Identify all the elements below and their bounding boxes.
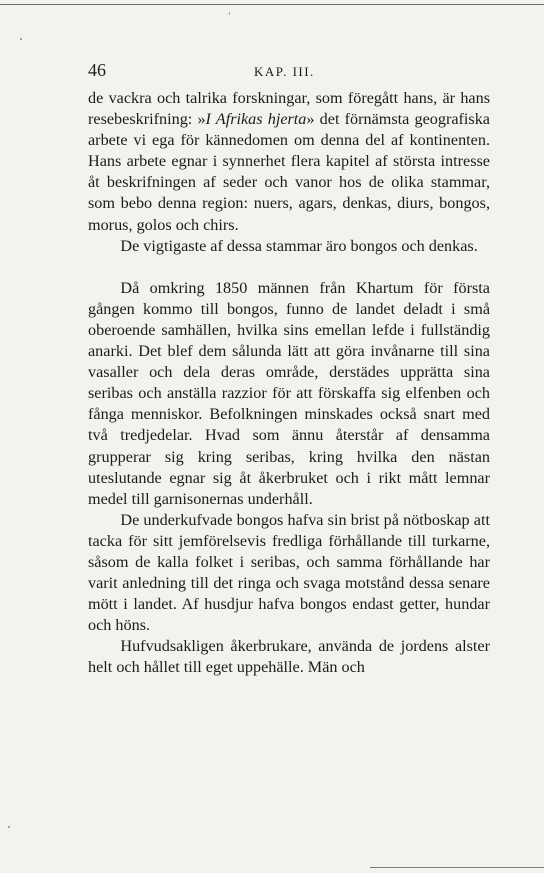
body-text	[88, 88, 490, 679]
paragraph-1-text-continued: » det förnämsta geografiska arbete vi ega för kännedomen om denna del af kontinenten. Hans arbete egnar i synnerhet flera kapitel af största intresse åt beskrifningen af seder och vanor hos de olika stammar, som bebo denna region: nuers, agars, denkas, diurs, bongos, morus, golos och chirs.	[88, 110, 490, 234]
paragraph-2	[88, 236, 490, 257]
print-speck	[20, 38, 22, 40]
page-edge-bottom	[370, 867, 544, 868]
paragraph-5-text: Hufvudsakligen åkerbrukare, använda de jordens alster helt och hållet till eget uppehälle. Män och	[88, 637, 490, 677]
page-header	[88, 60, 490, 84]
paragraph-4-text: De underkufvade bongos hafva sin brist på nötboskap att tacka för sitt jemförelsevis fredliga förhållande till turkarne, såsom de kalla folket i seribas, och samma förhållande har varit anledning till det ringa och svaga motstånd dessa senare mött i landet. Af husdjur hafva bongos endast getter, hundar och höns.	[88, 510, 490, 635]
paragraph-2-text: De vigtigaste af dessa stammar äro bongos och denkas.	[120, 236, 478, 255]
print-speck	[8, 826, 10, 828]
paragraph-1	[88, 88, 490, 236]
paragraph-5	[88, 636, 490, 678]
running-head: KAP. III.	[254, 64, 315, 79]
paragraph-4	[88, 510, 490, 637]
paragraph-1-text: de vackra och talrika forskningar, som föregått hans, är hans resebeskrifning: »	[88, 89, 490, 129]
paragraph-3-text: Då omkring 1850 männen från Khartum för första gången kommo till bongos, funno de landet deladt i små oberoende samhällen, hvilka sins emellan lefde i fullständig anarki. Det blef dem sålunda lätt att göra invånarne till sina vasaller och dela deras område, derstädes upprätta sina seribas och anställa razzior för att förskaffa sig elfenben och fånga menniskor. Befolkningen minskades också snart med två tredjedelar. Hvad som ännu återstår af densamma grupperar sig kring seribas, kring hvilka den nästan uteslutande egnar sig åt åkerbruket och i rikt mått lemnar medel till garnisonernas underhåll.	[88, 278, 490, 508]
paragraph-3	[88, 278, 490, 510]
page-edge-top	[0, 4, 544, 5]
book-title-emphasis: I Afrikas hjerta	[205, 110, 307, 129]
page-number: 46	[88, 60, 106, 80]
print-speck	[229, 12, 230, 15]
